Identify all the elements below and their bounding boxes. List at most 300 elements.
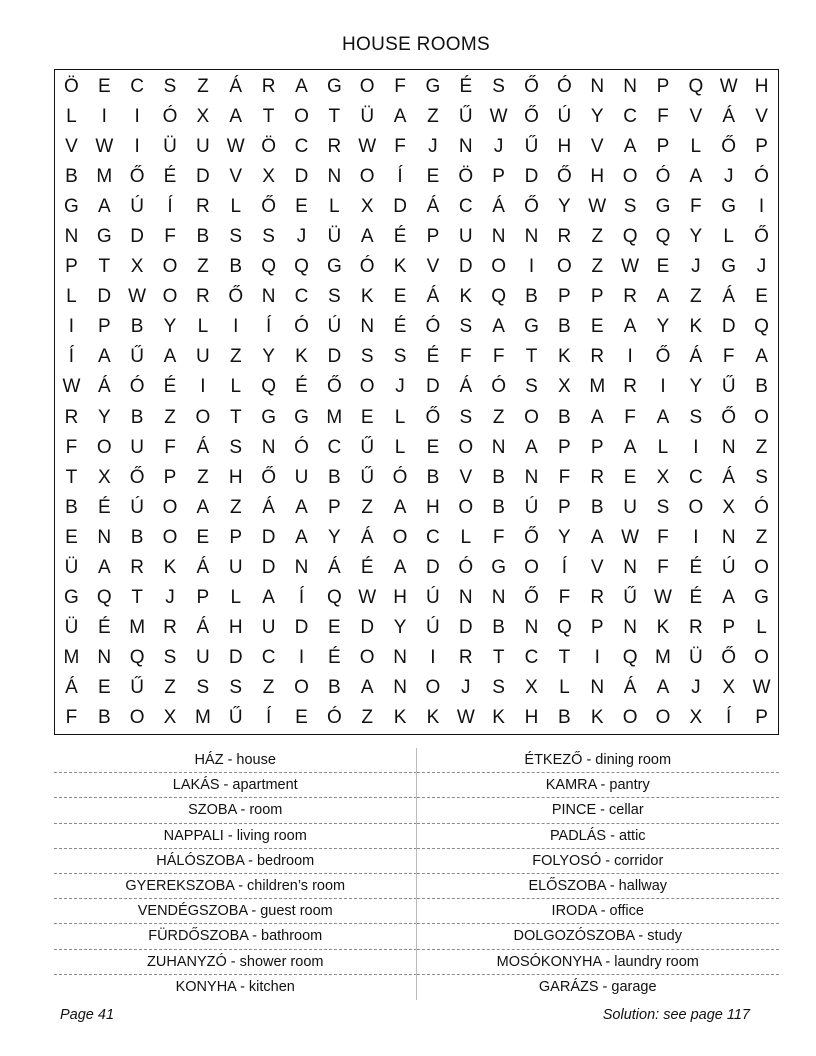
grid-letter: Q xyxy=(261,256,276,278)
grid-letter: Á xyxy=(360,526,374,548)
grid-letter: C xyxy=(623,105,637,127)
grid-letter: L xyxy=(394,436,406,458)
grid-letter: N xyxy=(458,135,473,157)
grid-letter: O xyxy=(754,647,769,669)
grid-letter: H xyxy=(228,466,243,488)
grid-letter: L xyxy=(460,526,472,548)
grid-letter: B xyxy=(97,707,111,729)
grid-letter: I xyxy=(233,316,239,338)
grid-letter: Y xyxy=(689,225,703,247)
grid-letter: N xyxy=(524,225,539,247)
grid-letter: Í xyxy=(726,707,732,729)
grid-letter: D xyxy=(97,286,112,308)
word-entry: PINCE - cellar xyxy=(417,798,780,823)
grid-letter: G xyxy=(721,195,737,217)
grid-letter: R xyxy=(688,617,703,639)
grid-letter: C xyxy=(294,286,309,308)
grid-letter: J xyxy=(428,135,438,157)
grid-letter: É xyxy=(689,587,703,609)
grid-letter: A xyxy=(656,406,670,428)
grid-letter: I xyxy=(101,105,107,127)
grid-letter: G xyxy=(261,406,276,428)
grid-letter: H xyxy=(426,496,440,518)
grid-letter: Á xyxy=(196,617,210,639)
grid-letter: M xyxy=(194,707,211,729)
grid-letter: O xyxy=(392,526,408,548)
grid-letter: O xyxy=(294,677,309,699)
grid-letter: X xyxy=(262,165,275,187)
grid-letter: C xyxy=(426,526,440,548)
grid-letter: Á xyxy=(426,195,440,217)
grid-letter: Ó xyxy=(392,466,408,488)
grid-letter: O xyxy=(294,105,309,127)
grid-letter: O xyxy=(162,496,178,518)
grid-letter: Z xyxy=(591,256,604,278)
grid-letter: A xyxy=(229,105,243,127)
grid-letter: N xyxy=(590,677,605,699)
word-entry: KAMRA - pantry xyxy=(417,773,780,798)
grid-letter: N xyxy=(524,466,539,488)
grid-letter: Ó xyxy=(326,707,342,729)
grid-letter: N xyxy=(590,75,605,97)
grid-letter: Z xyxy=(229,346,242,368)
grid-letter: Z xyxy=(690,286,702,308)
grid-letter: A xyxy=(525,436,538,458)
grid-letter: W xyxy=(621,256,640,278)
grid-letter: G xyxy=(524,316,539,338)
grid-letter: T xyxy=(229,406,242,428)
grid-letter: R xyxy=(590,466,605,488)
grid-letter: W xyxy=(752,677,771,699)
grid-letter: A xyxy=(492,316,505,338)
grid-letter: K xyxy=(393,256,407,278)
grid-letter: Ü xyxy=(64,556,79,578)
grid-letter: N xyxy=(97,526,112,548)
grid-letter: S xyxy=(163,647,177,669)
grid-letter: K xyxy=(656,617,670,639)
grid-letter: Á xyxy=(722,286,736,308)
grid-letter: Z xyxy=(262,677,275,699)
grid-letter: J xyxy=(723,165,734,187)
grid-letter: L xyxy=(690,135,702,157)
grid-letter: Ő xyxy=(524,587,539,609)
grid-letter: J xyxy=(461,677,471,699)
grid-letter: Á xyxy=(722,105,736,127)
grid-letter: F xyxy=(657,556,669,578)
grid-letter: D xyxy=(360,617,375,639)
grid-letter: B xyxy=(558,316,571,338)
grid-letter: I xyxy=(528,256,535,278)
grid-letter: S xyxy=(459,406,473,428)
grid-letter: Y xyxy=(393,617,407,639)
grid-letter: Ű xyxy=(623,587,637,609)
grid-letter: K xyxy=(360,286,374,308)
grid-letter: Ő xyxy=(326,376,342,398)
grid-letter: Y xyxy=(558,526,571,548)
grid-letter: S xyxy=(229,436,243,458)
grid-letter: Ú xyxy=(130,496,145,518)
grid-letter: O xyxy=(622,165,638,187)
grid-letter: I xyxy=(627,346,633,368)
word-search-grid xyxy=(54,69,779,735)
grid-letter: K xyxy=(393,707,407,729)
grid-letter: Q xyxy=(655,225,671,247)
grid-letter: T xyxy=(492,647,505,669)
word-entry: IRODA - office xyxy=(417,899,780,924)
grid-letter: P xyxy=(65,256,78,278)
grid-letter: B xyxy=(558,406,571,428)
grid-letter: A xyxy=(689,165,703,187)
word-entry: HÁLÓSZOBA - bedroom xyxy=(54,849,417,874)
grid-letter: U xyxy=(196,647,210,669)
grid-letter: Ő xyxy=(524,526,539,548)
grid-letter: J xyxy=(493,135,504,157)
word-entry: VENDÉGSZOBA - guest room xyxy=(54,899,417,924)
grid-letter: R xyxy=(623,376,637,398)
grid-letter: F xyxy=(492,526,505,548)
grid-letter: É xyxy=(426,346,440,368)
grid-letter: R xyxy=(590,346,605,368)
grid-letter: L xyxy=(394,406,406,428)
grid-letter: D xyxy=(426,556,440,578)
grid-letter: É xyxy=(689,556,703,578)
grid-letter: Q xyxy=(326,587,342,609)
grid-letter: D xyxy=(327,346,342,368)
grid-letter: Ú xyxy=(130,195,145,217)
grid-letter: D xyxy=(458,256,473,278)
grid-letter: Ő xyxy=(261,195,276,217)
grid-letter: B xyxy=(130,406,144,428)
grid-letter: G xyxy=(425,75,441,97)
word-entry: FÜRDŐSZOBA - bathroom xyxy=(54,924,417,949)
grid-letter: X xyxy=(558,376,571,398)
grid-letter: Q xyxy=(129,647,145,669)
grid-letter: Í xyxy=(265,316,272,338)
grid-letter: X xyxy=(722,677,736,699)
grid-letter: O xyxy=(458,436,474,458)
grid-letter: Z xyxy=(427,105,439,127)
grid-letter: O xyxy=(425,677,441,699)
grid-letter: R xyxy=(196,195,210,217)
grid-letter: F xyxy=(558,466,571,488)
grid-letter: F xyxy=(624,406,636,428)
grid-letter: S xyxy=(229,677,243,699)
grid-letter: L xyxy=(66,286,77,308)
grid-letter: U xyxy=(228,556,243,578)
grid-letter: Z xyxy=(755,526,768,548)
grid-letter: M xyxy=(63,647,80,669)
grid-letter: C xyxy=(524,647,539,669)
grid-letter: Y xyxy=(558,195,571,217)
grid-letter: F xyxy=(164,436,176,458)
grid-letter: N xyxy=(458,587,473,609)
grid-letter: D xyxy=(261,526,276,548)
grid-letter: W xyxy=(95,135,114,157)
grid-letter: E xyxy=(295,195,308,217)
grid-letter: Ó xyxy=(294,316,309,338)
grid-letter: X xyxy=(656,466,670,488)
grid-letter: G xyxy=(96,225,112,247)
grid-letter: Ö xyxy=(64,75,79,97)
word-entry: ZUHANYZÓ - shower room xyxy=(54,950,417,975)
grid-letter: O xyxy=(162,286,178,308)
grid-letter: S xyxy=(492,677,505,699)
word-entry: HÁZ - house xyxy=(54,748,417,773)
grid-letter: Á xyxy=(623,677,637,699)
grid-letter: K xyxy=(689,316,703,338)
grid-letter: Á xyxy=(97,376,111,398)
grid-letter: Á xyxy=(65,677,78,699)
grid-letter: Ó xyxy=(129,376,145,398)
grid-letter: B xyxy=(65,165,78,187)
grid-letter: Q xyxy=(294,256,309,278)
grid-letter: W xyxy=(719,75,738,97)
grid-letter: D xyxy=(228,647,243,669)
grid-letter: N xyxy=(491,587,506,609)
grid-letter: É xyxy=(295,376,308,398)
grid-letter: Á xyxy=(689,346,703,368)
grid-letter: O xyxy=(162,256,178,278)
grid-letter: Z xyxy=(197,75,209,97)
grid-letter: L xyxy=(329,195,340,217)
grid-letter: P xyxy=(426,225,440,247)
grid-letter: I xyxy=(594,647,600,669)
grid-letter: K xyxy=(590,707,604,729)
grid-letter: N xyxy=(393,677,407,699)
grid-letter: R xyxy=(327,135,342,157)
grid-letter: U xyxy=(196,135,210,157)
grid-letter: O xyxy=(524,556,539,578)
grid-letter: Q xyxy=(556,617,572,639)
grid-letter: O xyxy=(195,406,211,428)
grid-letter: N xyxy=(721,526,736,548)
grid-letter: P xyxy=(97,316,111,338)
grid-letter: Ő xyxy=(721,406,737,428)
grid-letter: O xyxy=(129,707,145,729)
grid-letter: F xyxy=(558,587,571,609)
grid-letter: S xyxy=(525,376,538,398)
grid-letter: Z xyxy=(164,406,176,428)
grid-letter: Í xyxy=(265,707,272,729)
grid-letter: M xyxy=(129,617,146,639)
word-entry: NAPPALI - living room xyxy=(54,824,417,849)
grid-letter: I xyxy=(660,376,666,398)
grid-letter: Í xyxy=(68,346,75,368)
grid-letter: Ű xyxy=(721,376,736,398)
grid-letter: W xyxy=(588,195,607,217)
grid-letter: W xyxy=(489,105,508,127)
grid-letter: S xyxy=(360,346,374,368)
grid-letter: F xyxy=(492,346,505,368)
grid-letter: M xyxy=(326,406,343,428)
grid-letter: Í xyxy=(298,587,305,609)
grid-letter: N xyxy=(294,556,309,578)
grid-letter: I xyxy=(758,195,765,217)
grid-letter: L xyxy=(657,436,669,458)
grid-letter: P xyxy=(229,526,243,548)
grid-letter: Ó xyxy=(425,316,441,338)
grid-letter: Í xyxy=(167,195,173,217)
grid-letter: N xyxy=(97,647,112,669)
word-entry: GYEREKSZOBA - children’s room xyxy=(54,874,417,899)
grid-letter: R xyxy=(623,286,637,308)
grid-letter: E xyxy=(360,406,374,428)
grid-letter: U xyxy=(261,617,276,639)
grid-letter: Á xyxy=(196,556,210,578)
grid-letter: Ű xyxy=(130,677,145,699)
grid-letter: I xyxy=(134,135,140,157)
grid-letter: F xyxy=(394,75,406,97)
grid-letter: O xyxy=(96,436,112,458)
grid-letter: W xyxy=(654,587,672,609)
grid-letter: R xyxy=(196,286,210,308)
grid-letter: A xyxy=(590,406,604,428)
grid-letter: Ü xyxy=(327,225,342,247)
word-entry: FOLYOSÓ - corridor xyxy=(417,849,780,874)
grid-letter: J xyxy=(691,256,701,278)
grid-letter: Ú xyxy=(426,587,440,609)
grid-letter: G xyxy=(64,195,79,217)
grid-letter: H xyxy=(228,617,243,639)
grid-letter: V xyxy=(590,135,604,157)
grid-letter: V xyxy=(426,256,440,278)
grid-letter: B xyxy=(525,286,538,308)
grid-letter: C xyxy=(294,135,309,157)
grid-letter: G xyxy=(326,256,342,278)
grid-letter: Ő xyxy=(524,195,539,217)
grid-letter: Ö xyxy=(261,135,276,157)
grid-letter: Ő xyxy=(129,466,145,488)
grid-letter: Ü xyxy=(64,617,79,639)
grid-letter: É xyxy=(393,225,407,247)
grid-letter: K xyxy=(426,707,440,729)
grid-letter: Q xyxy=(491,286,507,308)
grid-letter: U xyxy=(623,496,637,518)
grid-letter: M xyxy=(589,376,606,398)
grid-letter: C xyxy=(261,647,276,669)
grid-letter: Á xyxy=(722,466,736,488)
grid-letter: Í xyxy=(561,556,568,578)
grid-letter: U xyxy=(458,225,473,247)
grid-letter: B xyxy=(755,376,768,398)
grid-letter: Ó xyxy=(556,75,572,97)
grid-letter: G xyxy=(64,587,79,609)
grid-letter: S xyxy=(393,346,407,368)
grid-letter: T xyxy=(65,466,78,488)
grid-letter: C xyxy=(688,466,703,488)
grid-letter: R xyxy=(458,647,473,669)
grid-letter: W xyxy=(456,707,475,729)
word-list xyxy=(54,748,779,1000)
grid-letter: V xyxy=(459,466,473,488)
grid-letter: H xyxy=(754,75,769,97)
word-entry: DOLGOZÓSZOBA - study xyxy=(417,924,780,949)
grid-letter: P xyxy=(755,707,768,729)
grid-letter: D xyxy=(294,165,309,187)
grid-letter: H xyxy=(590,165,605,187)
grid-letter: R xyxy=(64,406,79,428)
grid-letter: S xyxy=(656,496,670,518)
grid-letter: P xyxy=(755,135,768,157)
grid-letter: O xyxy=(359,376,375,398)
grid-letter: N xyxy=(491,436,506,458)
grid-letter: H xyxy=(393,587,407,609)
grid-letter: T xyxy=(262,105,275,127)
grid-letter: N xyxy=(623,75,637,97)
grid-letter: É xyxy=(97,496,111,518)
grid-letter: P xyxy=(558,496,571,518)
grid-letter: N xyxy=(393,647,407,669)
grid-letter: A xyxy=(97,556,111,578)
grid-letter: P xyxy=(656,75,670,97)
grid-letter: Á xyxy=(459,376,473,398)
grid-letter: E xyxy=(656,256,670,278)
grid-letter: K xyxy=(295,346,308,368)
grid-letter: Q xyxy=(688,75,704,97)
grid-letter: Ő xyxy=(261,466,276,488)
word-entry: LAKÁS - apartment xyxy=(54,773,417,798)
grid-letter: K xyxy=(459,286,473,308)
grid-letter: Ű xyxy=(360,436,375,458)
grid-letter: O xyxy=(359,165,375,187)
grid-letter: E xyxy=(65,526,78,548)
word-entry: SZOBA - room xyxy=(54,798,417,823)
grid-letter: A xyxy=(393,556,407,578)
grid-letter: L xyxy=(230,195,242,217)
grid-letter: W xyxy=(226,135,245,157)
grid-letter: E xyxy=(97,75,111,97)
grid-letter: Á xyxy=(426,286,440,308)
grid-letter: Z xyxy=(197,466,209,488)
grid-letter: R xyxy=(557,225,572,247)
grid-letter: Ő xyxy=(129,165,145,187)
grid-letter: U xyxy=(196,346,210,368)
grid-letter: Ú xyxy=(721,556,736,578)
grid-letter: K xyxy=(163,556,177,578)
grid-letter: P xyxy=(492,165,505,187)
word-entry: KONYHA - kitchen xyxy=(175,979,295,996)
grid-letter: S xyxy=(327,286,341,308)
grid-letter: R xyxy=(130,556,145,578)
grid-letter: A xyxy=(393,496,407,518)
grid-letter: F xyxy=(394,135,406,157)
word-entry: ELŐSZOBA - hallway xyxy=(417,874,780,899)
grid-letter: I xyxy=(68,316,75,338)
grid-letter: P xyxy=(590,617,604,639)
grid-letter: B xyxy=(65,496,78,518)
grid-letter: A xyxy=(360,225,374,247)
grid-letter: A xyxy=(393,105,407,127)
grid-letter: É xyxy=(393,316,407,338)
grid-letter: Y xyxy=(327,526,341,548)
grid-letter: Ü xyxy=(360,105,375,127)
grid-letter: S xyxy=(689,406,703,428)
grid-letter: E xyxy=(295,707,308,729)
word-entry: PADLÁS - attic xyxy=(417,824,780,849)
grid-letter: P xyxy=(196,587,210,609)
grid-letter: Q xyxy=(622,225,638,247)
grid-letter: Ő xyxy=(754,225,769,247)
grid-letter: J xyxy=(165,587,175,609)
grid-letter: T xyxy=(558,647,571,669)
grid-letter: Ő xyxy=(524,105,539,127)
grid-letter: B xyxy=(558,707,571,729)
grid-letter: D xyxy=(393,195,407,217)
grid-letter: O xyxy=(655,707,671,729)
grid-letter: E xyxy=(393,286,407,308)
grid-letter: Ű xyxy=(130,346,145,368)
grid-letter: Y xyxy=(689,376,703,398)
